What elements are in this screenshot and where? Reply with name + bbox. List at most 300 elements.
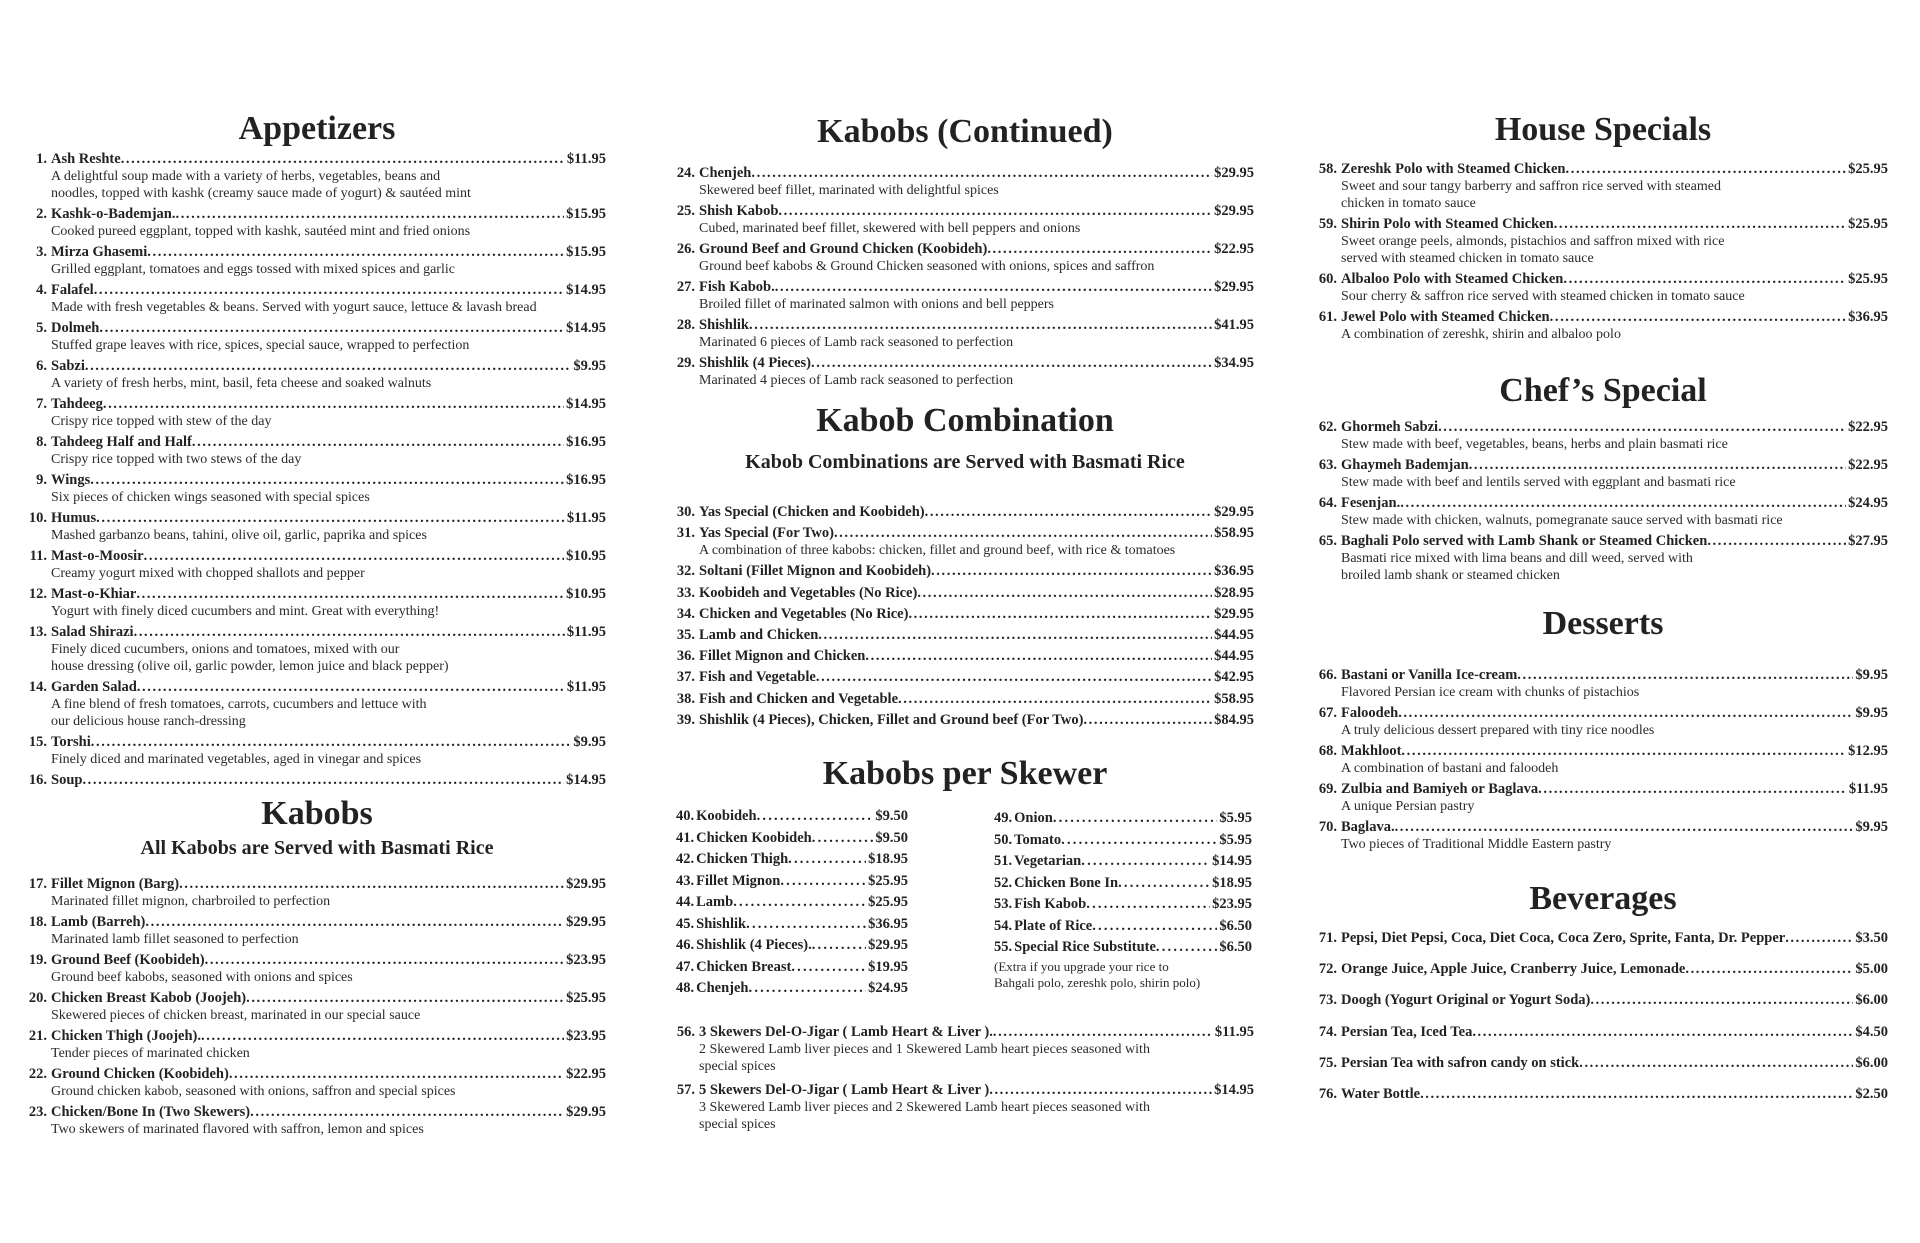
item-price: $27.95 (1848, 533, 1888, 549)
item-description: house dressing (olive oil, garlic powder, lemon juice and black pepper) (51, 659, 449, 674)
dot-leader (1400, 494, 1846, 512)
item-price: $25.95 (1848, 271, 1888, 287)
dot-leader (908, 605, 1212, 623)
menu-item-line (28, 585, 606, 603)
item-price: $5.95 (1219, 810, 1252, 826)
item-name: Fesenjan. (1341, 495, 1401, 511)
item-price: $34.95 (1214, 355, 1254, 371)
menu-item-line (676, 914, 908, 936)
menu-item-line (1318, 666, 1888, 684)
menu-item-line (1318, 780, 1888, 798)
item-price: $3.50 (1855, 930, 1888, 946)
item-description: Marinated 6 pieces of Lamb rack seasoned to perfection (699, 335, 1014, 350)
menu-item-line (676, 957, 908, 979)
item-number: 4. (36, 282, 47, 298)
item-name: Fillet Mignon (Barg) (51, 876, 180, 892)
menu-item-line (28, 509, 606, 527)
menu-item (676, 828, 908, 850)
menu-item-line (676, 316, 1254, 334)
item-number: 42. (676, 851, 695, 867)
item-price: $14.95 (566, 282, 606, 298)
item-name: Dolmeh (51, 320, 100, 336)
menu-item (676, 524, 1254, 559)
item-name: Doogh (Yogurt Original or Yogurt Soda) (1341, 992, 1591, 1009)
menu-item (676, 354, 1254, 389)
item-price: $5.00 (1855, 961, 1888, 978)
menu-item-line (994, 873, 1252, 895)
item-price: $44.95 (1214, 626, 1254, 643)
item-number: 15. (28, 734, 47, 750)
item-number: 35. (676, 626, 695, 643)
menu-item (994, 916, 1252, 938)
menu-item-line (994, 894, 1252, 916)
menu-item-line (676, 1081, 1254, 1099)
menu-item-line (28, 1027, 606, 1045)
item-name: Fillet Mignon and Chicken (699, 648, 866, 665)
item-price: $23.95 (566, 952, 606, 968)
menu-item (676, 584, 1254, 602)
menu-item-line (1318, 818, 1888, 836)
item-name: Makhloot (1341, 743, 1402, 759)
item-description: Mashed garbanzo beans, tahini, olive oil, garlic, paprika and spices (51, 528, 427, 543)
menu-item-line (1318, 308, 1888, 326)
item-number: 9. (36, 472, 47, 488)
menu-item-line (676, 354, 1254, 372)
item-price: $6.00 (1855, 1054, 1888, 1071)
dot-leader (1472, 1023, 1853, 1041)
item-price: $10.95 (566, 548, 606, 564)
kabobs-continued-list (676, 164, 1254, 392)
menu-item (676, 1023, 1254, 1075)
dot-leader (201, 1027, 564, 1045)
item-name: Albaloo Polo with Steamed Chicken (1341, 271, 1564, 287)
dot-leader (757, 806, 874, 828)
appetizers-list (28, 150, 606, 792)
item-number: 39. (676, 711, 695, 728)
rice-upgrade-note: Bahgali polo, zereshk polo, shirin polo) (994, 974, 1201, 990)
dot-leader (82, 771, 564, 789)
item-number: 70. (1318, 819, 1337, 835)
item-number: 61. (1318, 309, 1337, 325)
item-name: Koobideh (696, 808, 757, 824)
menu-item (994, 851, 1252, 873)
item-number: 16. (28, 772, 47, 788)
dot-leader (811, 354, 1212, 372)
kabobs-title: Kabobs (261, 795, 373, 832)
item-number: 1. (36, 151, 47, 167)
item-price: $11.95 (566, 624, 606, 640)
item-number: 68. (1318, 743, 1337, 759)
item-description: Basmati rice mixed with lima beans and dill weed, served with (1341, 551, 1693, 566)
dot-leader (96, 509, 565, 527)
rice-upgrade-note: (Extra if you upgrade your rice to (994, 958, 1169, 974)
item-number: 67. (1318, 705, 1337, 721)
menu-item-line (676, 605, 1254, 623)
item-name: Fish and Vegetable (699, 669, 816, 686)
item-name: Bastani or Vanilla Ice-cream (1341, 667, 1518, 683)
menu-item (28, 913, 606, 948)
menu-item (994, 894, 1252, 916)
item-price: $24.95 (868, 980, 908, 996)
menu-item (1318, 308, 1888, 343)
item-number: 18. (28, 914, 47, 930)
item-price: $25.95 (868, 872, 908, 889)
kabob-combination-subtitle: Kabob Combinations are Served with Basmati Rice (745, 451, 1185, 473)
item-description: Skewered beef fillet, marinated with delightful spices (699, 183, 999, 198)
menu-item (28, 243, 606, 278)
item-name: Chicken Koobideh (696, 829, 812, 846)
menu-item (676, 935, 908, 957)
item-number: 27. (676, 279, 695, 295)
item-name: Falafel (51, 282, 94, 298)
item-name: Pepsi, Diet Pepsi, Coca, Diet Coca, Coca Zero, Sprite, Fanta, Dr. Pepper (1341, 930, 1786, 946)
menu-item-line (676, 626, 1254, 644)
menu-item (676, 626, 1254, 644)
item-price: $9.95 (573, 734, 606, 750)
appetizers-title: Appetizers (238, 110, 396, 147)
item-price: $24.95 (1848, 495, 1888, 511)
item-name: Shirin Polo with Steamed Chicken (1341, 216, 1554, 232)
skewer-list-right (994, 808, 1252, 991)
menu-item-line (676, 871, 908, 893)
dot-leader (1469, 456, 1846, 474)
item-number: 53. (994, 896, 1013, 912)
item-name: Shish Kabob (699, 203, 779, 219)
dot-leader (137, 678, 565, 696)
desserts-title: Desserts (1542, 605, 1664, 642)
item-number: 43. (676, 872, 695, 889)
item-name: Chenjeh (696, 980, 749, 996)
item-name: 5 Skewers Del-O-Jigar ( Lamb Heart & Liver ) (699, 1082, 990, 1098)
menu-item-line (1318, 160, 1888, 178)
item-description: Ground beef kabobs & Ground Chicken seasoned with onions, spices and saffron (699, 259, 1155, 274)
skewer-list-left (676, 806, 908, 1000)
item-description: Stew made with beef and lentils served with eggplant and basmati rice (1341, 475, 1736, 490)
dot-leader (780, 871, 866, 893)
dot-leader (1517, 666, 1853, 684)
item-name: Vegetarian (1014, 853, 1082, 869)
item-description: Two skewers of marinated flavored with saffron, lemon and spices (51, 1122, 424, 1137)
menu-item (28, 395, 606, 430)
dot-leader (865, 647, 1212, 665)
menu-item (676, 605, 1254, 623)
menu-item-line (1318, 456, 1888, 474)
item-name: Water Bottle (1341, 1085, 1421, 1102)
dot-leader (1081, 851, 1210, 873)
menu-item (1318, 494, 1888, 529)
menu-item (28, 1027, 606, 1062)
dot-leader (1554, 215, 1846, 233)
menu-item-line (1318, 215, 1888, 233)
item-name: Fish Kabob (1014, 896, 1087, 912)
item-number: 57. (676, 1082, 695, 1098)
dot-leader (788, 849, 866, 871)
menu-item-line (676, 503, 1254, 521)
menu-item (676, 849, 908, 871)
beverages-list (1318, 929, 1888, 1116)
item-number: 13. (28, 624, 47, 640)
menu-item (676, 978, 908, 1000)
menu-item-line (676, 690, 1254, 708)
dot-leader (812, 935, 866, 957)
item-number: 25. (676, 203, 695, 219)
item-price: $6.50 (1219, 939, 1252, 955)
item-number: 64. (1318, 495, 1337, 511)
item-number: 3. (36, 244, 47, 260)
item-name: Chicken Bone In (1014, 874, 1119, 891)
menu-item (676, 164, 1254, 199)
menu-item-line (676, 978, 908, 1000)
item-name: Yas Special (Chicken and Koobideh) (699, 504, 925, 520)
item-number: 32. (676, 563, 695, 580)
menu-item (28, 1103, 606, 1138)
dot-leader (1707, 532, 1846, 550)
item-number: 20. (28, 990, 47, 1006)
dot-leader (917, 584, 1212, 602)
menu-item (994, 937, 1252, 959)
menu-item-line (28, 433, 606, 451)
menu-item (676, 690, 1254, 708)
dot-leader (229, 1065, 564, 1083)
item-description: Two pieces of Traditional Middle Eastern pastry (1341, 837, 1612, 852)
desserts-list (1318, 666, 1888, 856)
menu-item (676, 1081, 1254, 1133)
dot-leader (898, 690, 1212, 708)
kabobs-per-skewer-title: Kabobs per Skewer (822, 755, 1108, 792)
menu-item-line (28, 357, 606, 375)
item-number: 36. (676, 648, 695, 665)
item-description: our delicious house ranch-dressing (51, 714, 246, 729)
item-description: Creamy yogurt mixed with chopped shallots and pepper (51, 566, 365, 581)
menu-item (1318, 456, 1888, 491)
item-number: 7. (36, 396, 47, 412)
dot-leader (1438, 418, 1846, 436)
menu-item-line (676, 828, 908, 850)
dot-leader (1566, 160, 1847, 178)
item-number: 5. (36, 320, 47, 336)
item-number: 74. (1318, 1023, 1337, 1040)
kabobs-subtitle: All Kabobs are Served with Basmati Rice (140, 837, 494, 859)
item-price: $11.95 (1848, 781, 1888, 797)
item-name: Special Rice Substitute (1014, 939, 1156, 955)
item-price: $36.95 (868, 915, 908, 932)
menu-item (1318, 929, 1888, 947)
item-price: $9.50 (875, 808, 908, 824)
menu-item (1318, 960, 1888, 978)
item-name: Persian Tea with safron candy on stick (1341, 1054, 1580, 1071)
item-price: $15.95 (566, 244, 606, 260)
item-number: 63. (1318, 457, 1337, 473)
item-price: $29.95 (566, 914, 606, 930)
menu-item-line (1318, 418, 1888, 436)
item-number: 2. (36, 206, 47, 222)
menu-item-line (676, 524, 1254, 542)
menu-item (28, 585, 606, 620)
dot-leader (103, 395, 564, 413)
menu-item-line (28, 319, 606, 337)
dot-leader (145, 913, 564, 931)
dot-leader (791, 957, 866, 979)
dot-leader (1083, 711, 1212, 729)
menu-item (28, 1065, 606, 1100)
item-price: $23.95 (1212, 896, 1252, 912)
menu-item (28, 678, 606, 730)
item-name: Mirza Ghasemi (51, 244, 148, 260)
menu-item (1318, 1054, 1888, 1072)
item-description: special spices (699, 1059, 776, 1074)
item-price: $15.95 (566, 206, 606, 222)
item-name: Ground Chicken (Koobideh) (51, 1066, 229, 1082)
dot-leader (147, 243, 564, 261)
item-number: 8. (36, 434, 47, 450)
item-name: Zulbia and Bamiyeh or Baglava (1341, 781, 1539, 797)
dot-leader (1118, 873, 1210, 895)
beverages-title: Beverages (1529, 880, 1677, 917)
menu-item (28, 547, 606, 582)
item-name: Shishlik (4 Pieces), Chicken, Fillet and Ground beef (For Two) (699, 711, 1084, 728)
item-price: $11.95 (1214, 1024, 1254, 1040)
item-name: Lamb and Chicken (699, 626, 819, 643)
dot-leader (749, 316, 1212, 334)
dot-leader (1061, 830, 1217, 852)
item-description: Six pieces of chicken wings seasoned with special spices (51, 490, 370, 505)
menu-item (1318, 1085, 1888, 1103)
item-name: Onion (1014, 810, 1053, 826)
item-description: Made with fresh vegetables & beans. Served with yogurt sauce, lettuce & lavash bread (51, 300, 537, 315)
menu-item (676, 202, 1254, 237)
item-number: 56. (676, 1024, 695, 1040)
item-price: $2.50 (1855, 1085, 1888, 1102)
item-name: Ghaymeh Bademjan (1341, 457, 1469, 473)
item-name: Ash Reshte (51, 151, 121, 167)
menu-item-line (1318, 960, 1888, 978)
item-price: $9.95 (573, 358, 606, 374)
item-name: Chicken Breast Kabob (Joojeh) (51, 990, 247, 1006)
dot-leader (1420, 1085, 1853, 1103)
item-number: 30. (676, 504, 695, 520)
item-name: Torshi (51, 734, 91, 750)
item-description: A combination of three kabobs: chicken, fillet and ground beef, with rice & tomatoes (699, 543, 1176, 559)
item-number: 55. (994, 939, 1013, 955)
item-price: $23.95 (566, 1028, 606, 1044)
item-price: $16.95 (566, 434, 606, 450)
item-price: $9.95 (1855, 819, 1888, 835)
menu-item (676, 871, 908, 893)
item-description: A fine blend of fresh tomatoes, carrots, cucumbers and lettuce with (51, 697, 427, 712)
item-price: $6.50 (1219, 917, 1252, 934)
item-price: $25.95 (1848, 216, 1888, 232)
item-name: Chicken and Vegetables (No Rice) (699, 605, 909, 622)
menu-item (1318, 418, 1888, 453)
item-name: Lamb (Barreh) (51, 914, 146, 930)
item-number: 23. (28, 1104, 47, 1120)
item-number: 33. (676, 584, 695, 601)
item-price: $16.95 (566, 472, 606, 488)
menu-item-line (1318, 494, 1888, 512)
item-name: Fish Kabob. (699, 279, 775, 295)
menu-item (28, 875, 606, 910)
item-description: Finely diced cucumbers, onions and tomatoes, mixed with our (51, 642, 400, 657)
menu-item (676, 503, 1254, 521)
item-price: $6.00 (1855, 992, 1888, 1009)
menu-item (28, 357, 606, 392)
menu-item-line (676, 806, 908, 828)
dot-leader (1053, 808, 1218, 830)
dot-leader (733, 892, 866, 914)
item-name: Sabzi (51, 358, 85, 374)
item-price: $58.95 (1214, 525, 1254, 542)
menu-item-line (676, 1023, 1254, 1041)
item-description: 2 Skewered Lamb liver pieces and 1 Skewered Lamb heart pieces seasoned with (699, 1042, 1150, 1057)
item-price: $28.95 (1214, 584, 1254, 601)
menu-item-line (28, 150, 606, 168)
item-price: $29.95 (566, 876, 606, 892)
menu-item-line (676, 164, 1254, 182)
item-price: $58.95 (1214, 690, 1254, 707)
menu-item (28, 951, 606, 986)
item-name: Baglava. (1341, 819, 1395, 835)
item-name: Tahdeeg Half and Half (51, 434, 192, 450)
item-description: A variety of fresh herbs, mint, basil, feta cheese and soaked walnuts (51, 376, 432, 391)
menu-item (676, 806, 908, 828)
item-name: Jewel Polo with Steamed Chicken (1341, 309, 1550, 325)
item-number: 51. (994, 853, 1013, 869)
menu-item-line (28, 989, 606, 1007)
menu-item-line (28, 1065, 606, 1083)
menu-item (28, 433, 606, 468)
menu-item (676, 711, 1254, 729)
item-number: 46. (676, 937, 695, 953)
item-price: $11.95 (566, 679, 606, 695)
item-price: $11.95 (566, 510, 606, 526)
menu-item-line (994, 830, 1252, 852)
item-number: 29. (676, 355, 695, 371)
menu-item (1318, 818, 1888, 853)
item-name: Soup (51, 772, 83, 788)
menu-item (28, 319, 606, 354)
item-price: $29.95 (1214, 203, 1254, 219)
item-number: 17. (28, 876, 47, 892)
menu-item-line (994, 937, 1252, 959)
item-description: Tender pieces of marinated chicken (51, 1046, 250, 1061)
dot-leader (1550, 308, 1847, 326)
item-name: Yas Special (For Two) (699, 525, 834, 542)
menu-item-line (28, 243, 606, 261)
menu-item (994, 830, 1252, 852)
item-number: 75. (1318, 1054, 1337, 1071)
item-name: Fish and Chicken and Vegetable (699, 690, 899, 707)
item-price: $29.95 (566, 1104, 606, 1120)
item-number: 47. (676, 958, 695, 975)
item-description: A combination of bastani and faloodeh (1341, 761, 1559, 776)
item-description: chicken in tomato sauce (1341, 196, 1476, 211)
item-price: $29.95 (1214, 605, 1254, 622)
menu-item-line (28, 395, 606, 413)
menu-item-line (1318, 270, 1888, 288)
item-price: $9.95 (1855, 705, 1888, 721)
dot-leader (812, 828, 874, 850)
menu-item-line (28, 875, 606, 893)
item-description: Finely diced and marinated vegetables, aged in vinegar and spices (51, 752, 422, 767)
dot-leader (250, 1103, 564, 1121)
item-number: 37. (676, 669, 695, 686)
item-number: 60. (1318, 271, 1337, 287)
dot-leader (246, 989, 564, 1007)
item-name: Wings (51, 472, 91, 488)
menu-item-line (28, 547, 606, 565)
item-description: Ground beef kabobs, seasoned with onions and spices (51, 970, 353, 985)
item-name: Mast-o-Khiar (51, 586, 137, 602)
